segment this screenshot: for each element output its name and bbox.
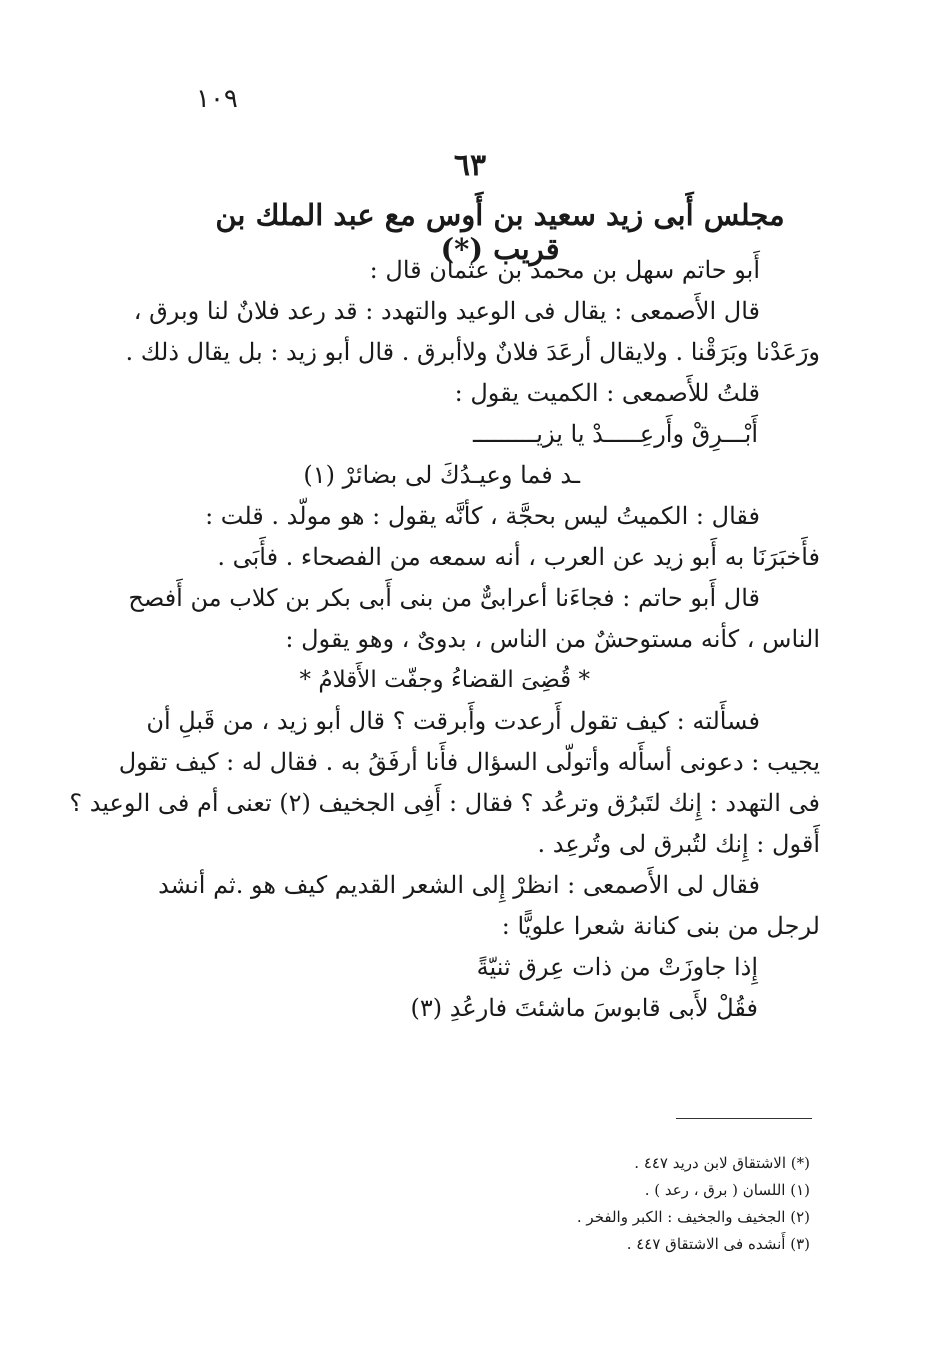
verse-line: أَبْـــرِقْ وأَرعِـــــدْ يا يزيـــــــــ	[473, 420, 758, 448]
verse-line: ـد فما وعيـدُكَ لى بضائرْ (١)	[303, 461, 580, 489]
text-line: أَبو حاتم سهل بن محمد بن عثمان قال :	[369, 256, 760, 284]
verse-line: إِذا جاوزَتْ من ذات عِرق ثنيّةً	[476, 953, 758, 981]
footnote: (*) الاشتقاق لابن دريد ٤٤٧ .	[634, 1154, 810, 1172]
text-line: فى التهدد : إِنك لتَبرُق وترعُد ؟ فقال : أَفِى الجخيف (٢) تعنى أم فى الوعيد ؟	[69, 789, 820, 817]
text-line: أَقول : إِنك لتُبرق لى وتُرعِد .	[537, 830, 820, 858]
section-title: مجلس أَبى زيد سعيد بن أَوس مع عبد الملك بن قريب (*)	[215, 198, 785, 266]
text-line: ورَعَدْنا وبَرَقْنا . ولايقال أرعَدَ فلانٌ ولاأبرق . قال أبو زيد : بل يقال ذلك .	[125, 338, 820, 366]
footnote: (١) اللسان ( برق ، رعد ) .	[644, 1181, 810, 1199]
text-line: لرجل من بنى كنانة شعرا علويًّا :	[501, 912, 820, 940]
footnote: (٣) أَنشده فى الاشتقاق ٤٤٧ .	[626, 1235, 810, 1253]
text-line: قال الأَصمعى : يقال فى الوعيد والتهدد : قد رعد فلانٌ لنا وبرق ،	[133, 297, 760, 325]
text-line: الناس ، كأنه مستوحشٌ من الناس ، بدوىٌ ، وهو يقول :	[285, 625, 820, 653]
body-text	[69, 250, 820, 1029]
text-line: قال أَبو حاتم : فجاءَنا أعرابىٌّ من بنى أَبى بكر بن كلاب من أَفصح	[128, 584, 760, 612]
page-number: ١٠٩	[196, 84, 238, 114]
text-line: فسأَلته : كيف تقول أَرعدت وأَبرقت ؟ قال أبو زيد ، من قَبلِ أن	[146, 707, 760, 735]
footnote-divider	[676, 1118, 812, 1119]
text-line: يجيب : دعونى أسأَله وأتولّى السؤال فأَنا أرفَقُ به . فقال له : كيف تقول	[118, 748, 820, 776]
text-line: فقال : الكميتُ ليس بحجَّة ، كأنَّه يقول : هو مولّد . قلت :	[205, 502, 760, 530]
text-line: فقال لى الأَصمعى : انظرْ إِلى الشعر القديم كيف هو .ثم أنشد	[158, 871, 760, 899]
verse-line: فقُلْ لأَبى قابوسَ ماشئتَ فارعُدِ (٣)	[410, 994, 758, 1022]
text-line: فأَخبَرَنَا به أَبو زيد عن العرب ، أنه سمعه من الفصحاء . فأَبَى .	[217, 543, 820, 571]
section-number: ٦٣	[453, 148, 487, 183]
footnotes	[400, 1150, 810, 1258]
text-line: قلتُ للأَصمعى : الكميت يقول :	[454, 379, 760, 407]
verse-line: * قُضِىَ القضاءُ وجفّت الأَقلامُ *	[299, 667, 590, 693]
footnote: (٢) الجخيف والجخيف : الكبر والفخر .	[576, 1208, 810, 1226]
